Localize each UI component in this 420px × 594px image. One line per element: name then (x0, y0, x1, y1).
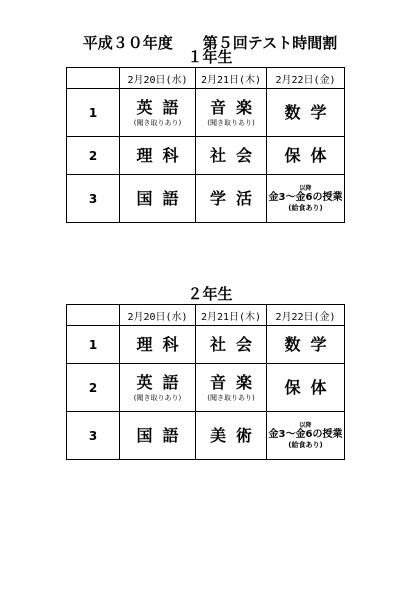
period-row (67, 364, 345, 412)
period-number: 2 (67, 364, 120, 412)
grade2-heading: ２年生 (187, 285, 233, 303)
period-number: 1 (67, 326, 120, 364)
period-number: 1 (67, 89, 120, 137)
period-row (67, 175, 345, 223)
subject-cell (196, 175, 267, 223)
period-row (67, 89, 345, 137)
subject-note: (聞き取りあり) (133, 393, 182, 402)
subject-cell (267, 326, 345, 364)
subject-cell (120, 89, 196, 137)
header-date-2: 2月21日(木) (196, 305, 267, 326)
subject-note: (聞き取りあり) (133, 118, 182, 127)
subject-name: 理科 (136, 145, 189, 165)
subject-cell (196, 326, 267, 364)
header-corner (67, 305, 120, 326)
period-row (67, 326, 345, 364)
subject-cell (196, 89, 267, 137)
grade2-timetable (66, 304, 345, 460)
period-number: 3 (67, 175, 120, 223)
special-cell (267, 412, 345, 460)
special-note: (給食あり) (288, 440, 323, 449)
header-date-1: 2月20日(水) (120, 68, 196, 89)
subject-cell (120, 137, 196, 175)
subject-name: 社会 (209, 145, 262, 165)
subject-cell (267, 89, 345, 137)
subject-note: (聞き取りあり) (207, 393, 255, 402)
period-row (67, 137, 345, 175)
header-corner (67, 68, 120, 89)
special-prefix: 以降 (299, 421, 312, 429)
subject-cell (120, 326, 196, 364)
subject-name: 保体 (284, 377, 337, 397)
period-row (67, 412, 345, 460)
subject-cell (120, 364, 196, 412)
subject-cell (267, 364, 345, 412)
special-text: 金3～金6の授業 (268, 191, 343, 203)
period-number: 3 (67, 412, 120, 460)
page-title: 平成３０年度 第５回テスト時間割 (82, 34, 338, 52)
subject-cell (120, 175, 196, 223)
subject-name: 学活 (209, 188, 262, 208)
header-date-3: 2月22日(金) (267, 68, 345, 89)
special-cell (267, 175, 345, 223)
special-text: 金3～金6の授業 (268, 428, 343, 440)
subject-cell (120, 412, 196, 460)
special-prefix: 以降 (299, 184, 312, 192)
special-note: (給食あり) (288, 203, 323, 212)
subject-name: 数学 (284, 102, 337, 122)
subject-name: 音楽 (209, 97, 262, 117)
header-date-1: 2月20日(水) (120, 305, 196, 326)
subject-cell (267, 137, 345, 175)
subject-name: 社会 (209, 334, 262, 354)
grade1-timetable (66, 67, 345, 223)
subject-name: 美術 (209, 425, 262, 445)
subject-cell (196, 364, 267, 412)
grade1-heading: １年生 (187, 48, 233, 66)
subject-name: 数学 (284, 334, 337, 354)
header-date-3: 2月22日(金) (267, 305, 345, 326)
period-number: 2 (67, 137, 120, 175)
subject-note: (聞き取りあり) (207, 118, 255, 127)
header-row (67, 68, 345, 89)
header-date-2: 2月21日(木) (196, 68, 267, 89)
header-row (67, 305, 345, 326)
subject-name: 国語 (136, 188, 189, 208)
subject-name: 保体 (284, 145, 337, 165)
subject-name: 英語 (136, 97, 189, 117)
subject-cell (196, 412, 267, 460)
subject-name: 理科 (136, 334, 189, 354)
subject-name: 国語 (136, 425, 189, 445)
subject-name: 英語 (136, 372, 189, 392)
subject-cell (196, 137, 267, 175)
subject-name: 音楽 (209, 372, 262, 392)
